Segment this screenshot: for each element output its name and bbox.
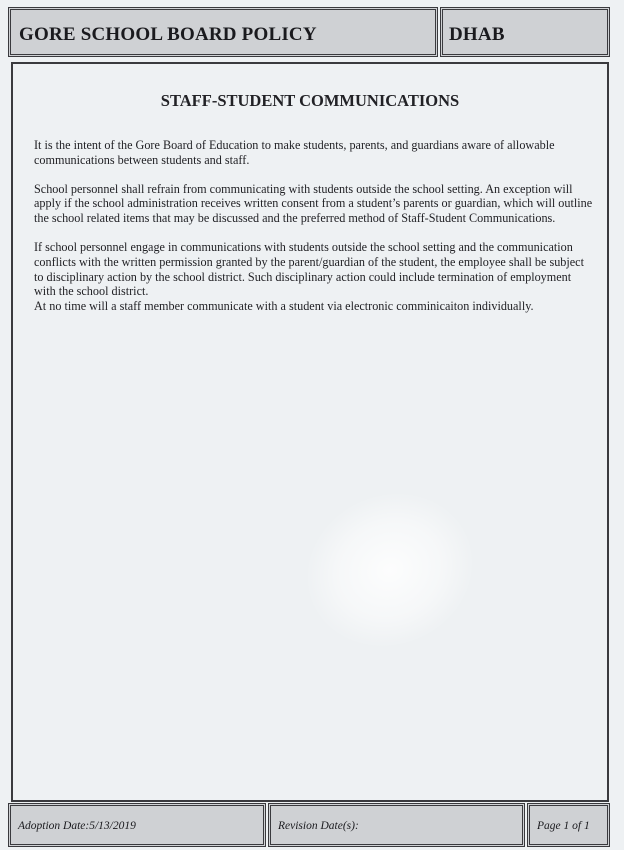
paragraph-disciplinary: If school personnel engage in communications with students outside the school setting and the communication conflicts with the written permission granted by the parent/guardian of the student, the employee shall be subject to disciplinary action by the school district. Such disciplinary action could include termination of employment with the school district. xyxy=(34,239,584,299)
footer-adoption-cell xyxy=(8,803,266,847)
header-policy-title-cell xyxy=(8,7,438,57)
page-number: Page 1 of 1 xyxy=(537,820,590,832)
policy-content xyxy=(34,138,594,328)
policy-code: DHAB xyxy=(449,24,505,45)
revision-dates: Revision Date(s): xyxy=(278,820,359,832)
adoption-date: Adoption Date:5/13/2019 xyxy=(18,820,136,832)
footer-page-cell xyxy=(527,803,610,847)
paragraph-intent: It is the intent of the Gore Board of Education to make students, parents, and guardians aware of allowable communications between students and staff. xyxy=(34,138,555,167)
paragraph-refrain: School personnel shall refrain from communicating with students outside the school setting. An exception will apply if the school administration receives written consent from a student’s parents or guardian, which will outline the school related items that may be discussed and the preferred method of Staff-Student Communications. xyxy=(34,181,593,226)
document-title: STAFF-STUDENT COMMUNICATIONS xyxy=(160,91,460,110)
policy-title: GORE SCHOOL BOARD POLICY xyxy=(19,24,317,45)
paragraph-electronic: At no time will a staff member communicate with a student via electronic comminicaiton individually. xyxy=(34,299,534,314)
policy-body xyxy=(11,62,609,802)
header-policy-code-cell xyxy=(440,7,610,57)
footer-revision-cell xyxy=(268,803,525,847)
